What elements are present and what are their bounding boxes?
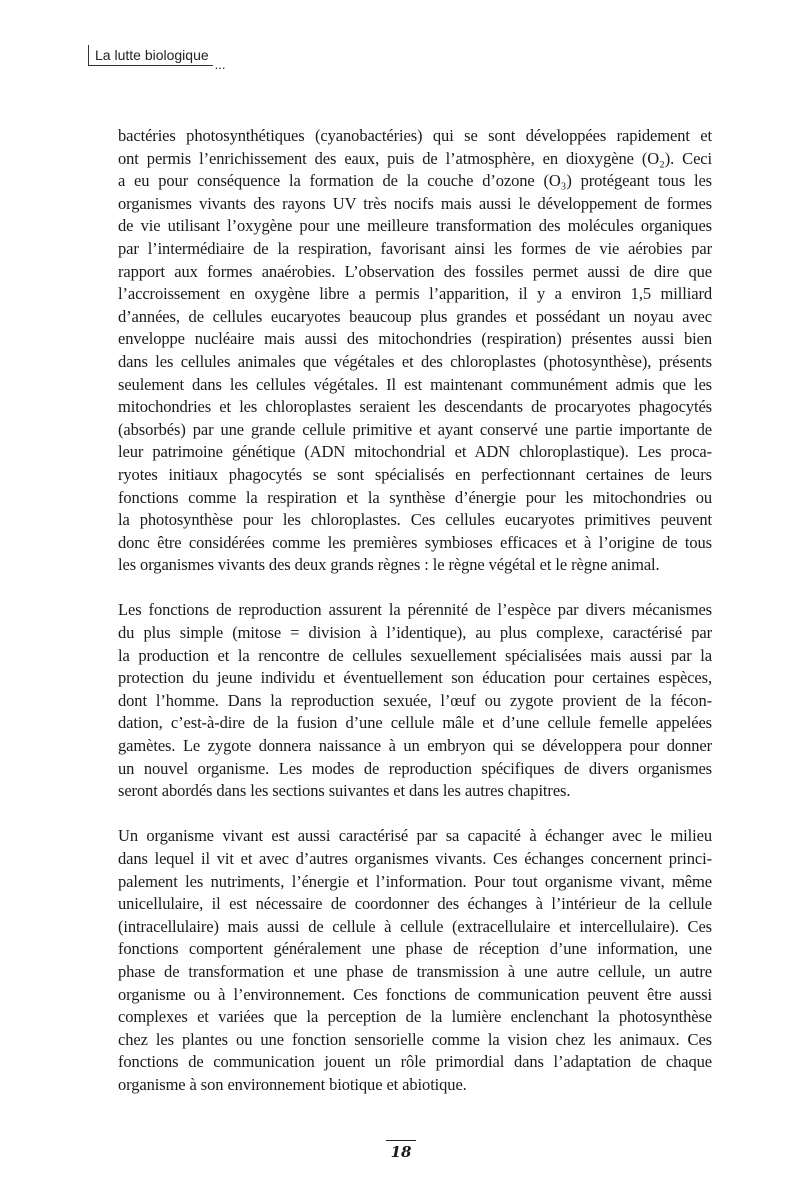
text-line: d’années, de cellules eucaryotes beaucoup plus grandes et possédant un noyau avec <box>118 306 712 326</box>
text-line: seront abordés dans les sections suivantes et dans les autres chapitres. <box>118 781 571 801</box>
text-line: leur patrimoine génétique (ADN mitochondrial et ADN chloroplastique). Les proca- <box>118 442 712 462</box>
text-line: protection du jeune individu et éventuellement son éducation pour certaines espèces, <box>118 668 712 688</box>
text-line: rapport aux formes anaérobies. L’observation des fossiles permet aussi de dire que <box>118 261 712 281</box>
body-text <box>118 125 712 1097</box>
text-line: un nouvel organisme. Les modes de reproduction spécifiques de divers organismes <box>118 758 712 778</box>
text-line: par l’intermédiaire de la respiration, favorisant ainsi les formes de vie aérobies par <box>118 238 712 258</box>
text-line: fonctions de communication jouent un rôle primordial dans l’adaptation de chaque <box>118 1052 712 1072</box>
text-line: organisme à son environnement biotique et abiotique. <box>118 1074 467 1094</box>
running-title: La lutte biologique <box>88 45 213 66</box>
text-line: complexes et variées que la perception de la lumière enclenchant la photosynthèse <box>118 1007 712 1027</box>
text-line: (intracellulaire) mais aussi de cellule à cellule (extracellulaire et intercellulaire). Ces <box>118 916 712 936</box>
paragraph <box>118 125 712 577</box>
text-line: unicellulaire, il est nécessaire de coordonner des échanges à l’intérieur de la cellule <box>118 894 712 914</box>
text-line: seulement dans les cellules végétales. Il est maintenant communément admis que les <box>118 374 712 394</box>
text-line: chez les plantes ou une fonction sensorielle comme la vision chez les animaux. Ces <box>118 1029 712 1049</box>
text-line: la photosynthèse pour les chloroplastes. Ces cellules eucaryotes primitives peuvent <box>118 510 712 530</box>
text-line: gamètes. Le zygote donnera naissance à un embryon qui se développera pour donner <box>118 736 712 756</box>
text-line: dont l’homme. Dans la reproduction sexuée, l’œuf ou zygote provient de la fécon- <box>118 690 712 710</box>
text-line: ont permis l’enrichissement des eaux, puis de l’atmosphère, en dioxygène (O₂). Ceci <box>118 148 712 168</box>
text-line: bactéries photosynthétiques (cyanobactéries) qui se sont développées rapidement et <box>118 126 712 145</box>
text-line: fonctions comme la respiration et la synthèse d’énergie pour les mitochondries ou <box>118 487 712 507</box>
text-line: dans lequel il vit et avec d’autres organismes vivants. Ces échanges concernent princi- <box>118 849 712 868</box>
paragraph <box>118 599 712 802</box>
text-line: palement les nutriments, l’énergie et l’information. Pour tout organisme vivant, même <box>118 871 712 891</box>
text-line: les organismes vivants des deux grands règnes : le règne végétal et le règne animal. <box>118 555 660 575</box>
text-line: mitochondries et les chloroplastes seraient les descendants de procaryotes phagocytés <box>118 397 712 417</box>
paragraph <box>118 825 712 1096</box>
text-line: organismes vivants des rayons UV très nocifs mais aussi le développement de formes <box>118 193 712 213</box>
text-line: organisme ou à l’environnement. Ces fonctions de communication peuvent être aussi <box>118 984 712 1004</box>
text-line: l’accroissement en oxygène libre a permis l’apparition, il y a environ 1,5 milliard <box>118 284 712 304</box>
page-number: 18 <box>386 1140 416 1161</box>
text-line: Les fonctions de reproduction assurent la pérennité de l’espèce par divers mécanismes <box>118 600 712 620</box>
text-line: la production et la rencontre de cellules sexuellement spécialisées mais aussi par la <box>118 645 712 665</box>
running-header-ellipsis: ... <box>214 57 226 72</box>
text-line: enveloppe nucléaire mais aussi des mitochondries (respiration) présentes aussi bien <box>118 329 712 349</box>
text-line: de vie utilisant l’oxygène pour une meilleure transformation des molécules organiques <box>118 216 712 236</box>
text-line: donc être considérées comme les premières symbioses efficaces et à l’origine de tous <box>118 532 712 552</box>
text-line: du plus simple (mitose = division à l’identique), au plus complexe, caractérisé par <box>118 623 712 643</box>
running-header <box>88 44 226 72</box>
text-line: dans les cellules animales que végétales et des chloroplastes (photosynthèse), présents <box>118 351 712 371</box>
text-line: a eu pour conséquence la formation de la couche d’ozone (O₃) protégeant tous les <box>118 171 712 191</box>
text-line: fonctions comportent généralement une phase de réception d’une information, une <box>118 939 712 959</box>
text-line: phase de transformation et une phase de transmission à une autre cellule, un autre <box>118 961 712 981</box>
text-line: (absorbés) par une grande cellule primitive et ayant conservé une partie importante de <box>118 419 712 439</box>
text-line: dation, c’est-à-dire de la fusion d’une cellule mâle et d’une cellule femelle appelées <box>118 713 712 733</box>
text-line: Un organisme vivant est aussi caractérisé par sa capacité à échanger avec le milieu <box>118 826 712 846</box>
text-line: ryotes initiaux phagocytés se sont spécialisés en perfectionnant certaines de leurs <box>118 464 712 484</box>
